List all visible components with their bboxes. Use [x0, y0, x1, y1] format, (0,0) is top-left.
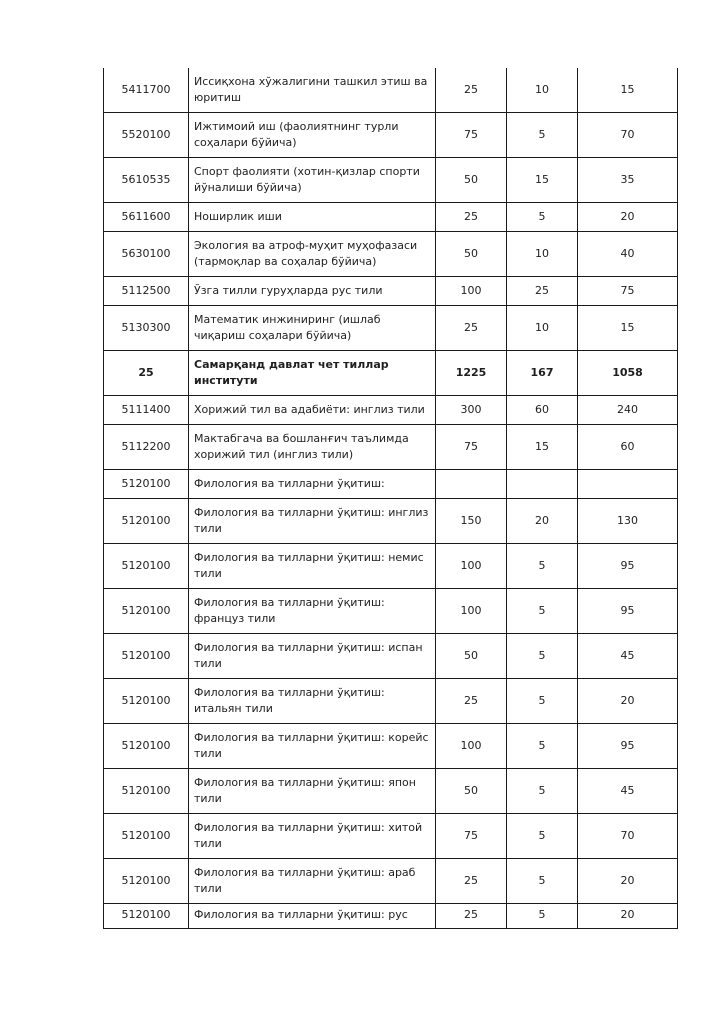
value-cell: 25	[436, 679, 507, 724]
value-cell: 5	[507, 904, 578, 929]
code-cell: 5120100	[104, 679, 189, 724]
table-row	[104, 724, 678, 769]
code-cell: 5411700	[104, 68, 189, 113]
value-cell: 70	[578, 113, 678, 158]
value-cell: 15	[507, 158, 578, 203]
value-cell: 1225	[436, 351, 507, 396]
table-row	[104, 679, 678, 724]
name-cell: Филология ва тилларни ўқитиш: итальян тили	[189, 679, 436, 724]
code-cell: 5120100	[104, 470, 189, 499]
name-cell: Экология ва атроф-муҳит муҳофазаси (тармоқлар ва соҳалар бўйича)	[189, 232, 436, 277]
code-cell: 5120100	[104, 904, 189, 929]
value-cell	[578, 470, 678, 499]
value-cell: 5	[507, 859, 578, 904]
value-cell: 20	[578, 679, 678, 724]
value-cell: 100	[436, 589, 507, 634]
value-cell: 167	[507, 351, 578, 396]
code-cell: 5611600	[104, 203, 189, 232]
name-cell: Ноширлик иши	[189, 203, 436, 232]
value-cell: 15	[578, 68, 678, 113]
value-cell: 5	[507, 634, 578, 679]
table-row	[104, 859, 678, 904]
code-cell: 5630100	[104, 232, 189, 277]
value-cell: 95	[578, 544, 678, 589]
value-cell: 5	[507, 203, 578, 232]
value-cell: 75	[436, 113, 507, 158]
code-cell: 5112200	[104, 425, 189, 470]
value-cell: 25	[436, 306, 507, 351]
code-cell: 5112500	[104, 277, 189, 306]
name-cell: Филология ва тилларни ўқитиш: инглиз тили	[189, 499, 436, 544]
name-cell: Филология ва тилларни ўқитиш: корейс тили	[189, 724, 436, 769]
value-cell: 5	[507, 769, 578, 814]
value-cell	[507, 470, 578, 499]
table-row	[104, 306, 678, 351]
value-cell: 35	[578, 158, 678, 203]
table-row	[104, 499, 678, 544]
value-cell: 15	[578, 306, 678, 351]
value-cell: 10	[507, 68, 578, 113]
value-cell: 50	[436, 769, 507, 814]
table-row	[104, 203, 678, 232]
value-cell: 5	[507, 679, 578, 724]
value-cell: 25	[436, 904, 507, 929]
value-cell: 1058	[578, 351, 678, 396]
table-row	[104, 634, 678, 679]
name-cell: Мактабгача ва бошланғич таълимда хорижий тил (инглиз тили)	[189, 425, 436, 470]
code-cell: 25	[104, 351, 189, 396]
value-cell: 45	[578, 634, 678, 679]
table-row	[104, 814, 678, 859]
table-row	[104, 769, 678, 814]
value-cell: 150	[436, 499, 507, 544]
value-cell: 5	[507, 113, 578, 158]
value-cell: 50	[436, 634, 507, 679]
name-cell: Ижтимоий иш (фаолиятнинг турли соҳалари бўйича)	[189, 113, 436, 158]
value-cell: 5	[507, 814, 578, 859]
value-cell: 20	[578, 203, 678, 232]
name-cell: Филология ва тилларни ўқитиш:	[189, 470, 436, 499]
value-cell: 25	[436, 68, 507, 113]
code-cell: 5120100	[104, 814, 189, 859]
name-cell: Филология ва тилларни ўқитиш: француз тили	[189, 589, 436, 634]
value-cell: 45	[578, 769, 678, 814]
code-cell: 5111400	[104, 396, 189, 425]
table-row	[104, 544, 678, 589]
table-row	[104, 904, 678, 929]
value-cell: 5	[507, 544, 578, 589]
table-row	[104, 396, 678, 425]
code-cell: 5120100	[104, 634, 189, 679]
table-row	[104, 470, 678, 499]
value-cell: 20	[507, 499, 578, 544]
name-cell: Самарқанд давлат чет тиллар институти	[189, 351, 436, 396]
code-cell: 5520100	[104, 113, 189, 158]
value-cell: 20	[578, 859, 678, 904]
code-cell: 5610535	[104, 158, 189, 203]
name-cell: Хорижий тил ва адабиёти: инглиз тили	[189, 396, 436, 425]
value-cell: 75	[578, 277, 678, 306]
value-cell: 40	[578, 232, 678, 277]
code-cell: 5120100	[104, 499, 189, 544]
value-cell: 60	[578, 425, 678, 470]
name-cell: Филология ва тилларни ўқитиш: япон тили	[189, 769, 436, 814]
code-cell: 5120100	[104, 769, 189, 814]
table-row	[104, 589, 678, 634]
value-cell: 95	[578, 724, 678, 769]
code-cell: 5120100	[104, 859, 189, 904]
code-cell: 5120100	[104, 589, 189, 634]
value-cell: 100	[436, 724, 507, 769]
value-cell: 25	[436, 859, 507, 904]
value-cell: 25	[507, 277, 578, 306]
value-cell: 95	[578, 589, 678, 634]
name-cell: Математик инжиниринг (ишлаб чиқариш соҳалари бўйича)	[189, 306, 436, 351]
value-cell: 300	[436, 396, 507, 425]
name-cell: Спорт фаолияти (хотин-қизлар спорти йўналиши бўйича)	[189, 158, 436, 203]
name-cell: Ўзга тилли гуруҳларда рус тили	[189, 277, 436, 306]
name-cell: Филология ва тилларни ўқитиш: хитой тили	[189, 814, 436, 859]
name-cell: Филология ва тилларни ўқитиш: араб тили	[189, 859, 436, 904]
name-cell: Филология ва тилларни ўқитиш: рус	[189, 904, 436, 929]
name-cell: Филология ва тилларни ўқитиш: испан тили	[189, 634, 436, 679]
value-cell: 50	[436, 158, 507, 203]
value-cell: 240	[578, 396, 678, 425]
code-cell: 5120100	[104, 724, 189, 769]
code-cell: 5130300	[104, 306, 189, 351]
table-row	[104, 232, 678, 277]
name-cell: Иссиқхона хўжалигини ташкил этиш ва юритиш	[189, 68, 436, 113]
table-row	[104, 425, 678, 470]
value-cell: 70	[578, 814, 678, 859]
value-cell: 10	[507, 232, 578, 277]
quota-table	[103, 68, 678, 929]
value-cell: 20	[578, 904, 678, 929]
table-body	[104, 68, 678, 929]
value-cell: 10	[507, 306, 578, 351]
value-cell: 15	[507, 425, 578, 470]
table-row	[104, 277, 678, 306]
value-cell: 50	[436, 232, 507, 277]
value-cell: 25	[436, 203, 507, 232]
name-cell: Филология ва тилларни ўқитиш: немис тили	[189, 544, 436, 589]
table-row	[104, 68, 678, 113]
value-cell: 5	[507, 589, 578, 634]
code-cell: 5120100	[104, 544, 189, 589]
value-cell	[436, 470, 507, 499]
table-row	[104, 113, 678, 158]
value-cell: 100	[436, 544, 507, 589]
value-cell: 75	[436, 814, 507, 859]
value-cell: 100	[436, 277, 507, 306]
table-row	[104, 158, 678, 203]
value-cell: 130	[578, 499, 678, 544]
value-cell: 5	[507, 724, 578, 769]
table-row	[104, 351, 678, 396]
value-cell: 75	[436, 425, 507, 470]
value-cell: 60	[507, 396, 578, 425]
